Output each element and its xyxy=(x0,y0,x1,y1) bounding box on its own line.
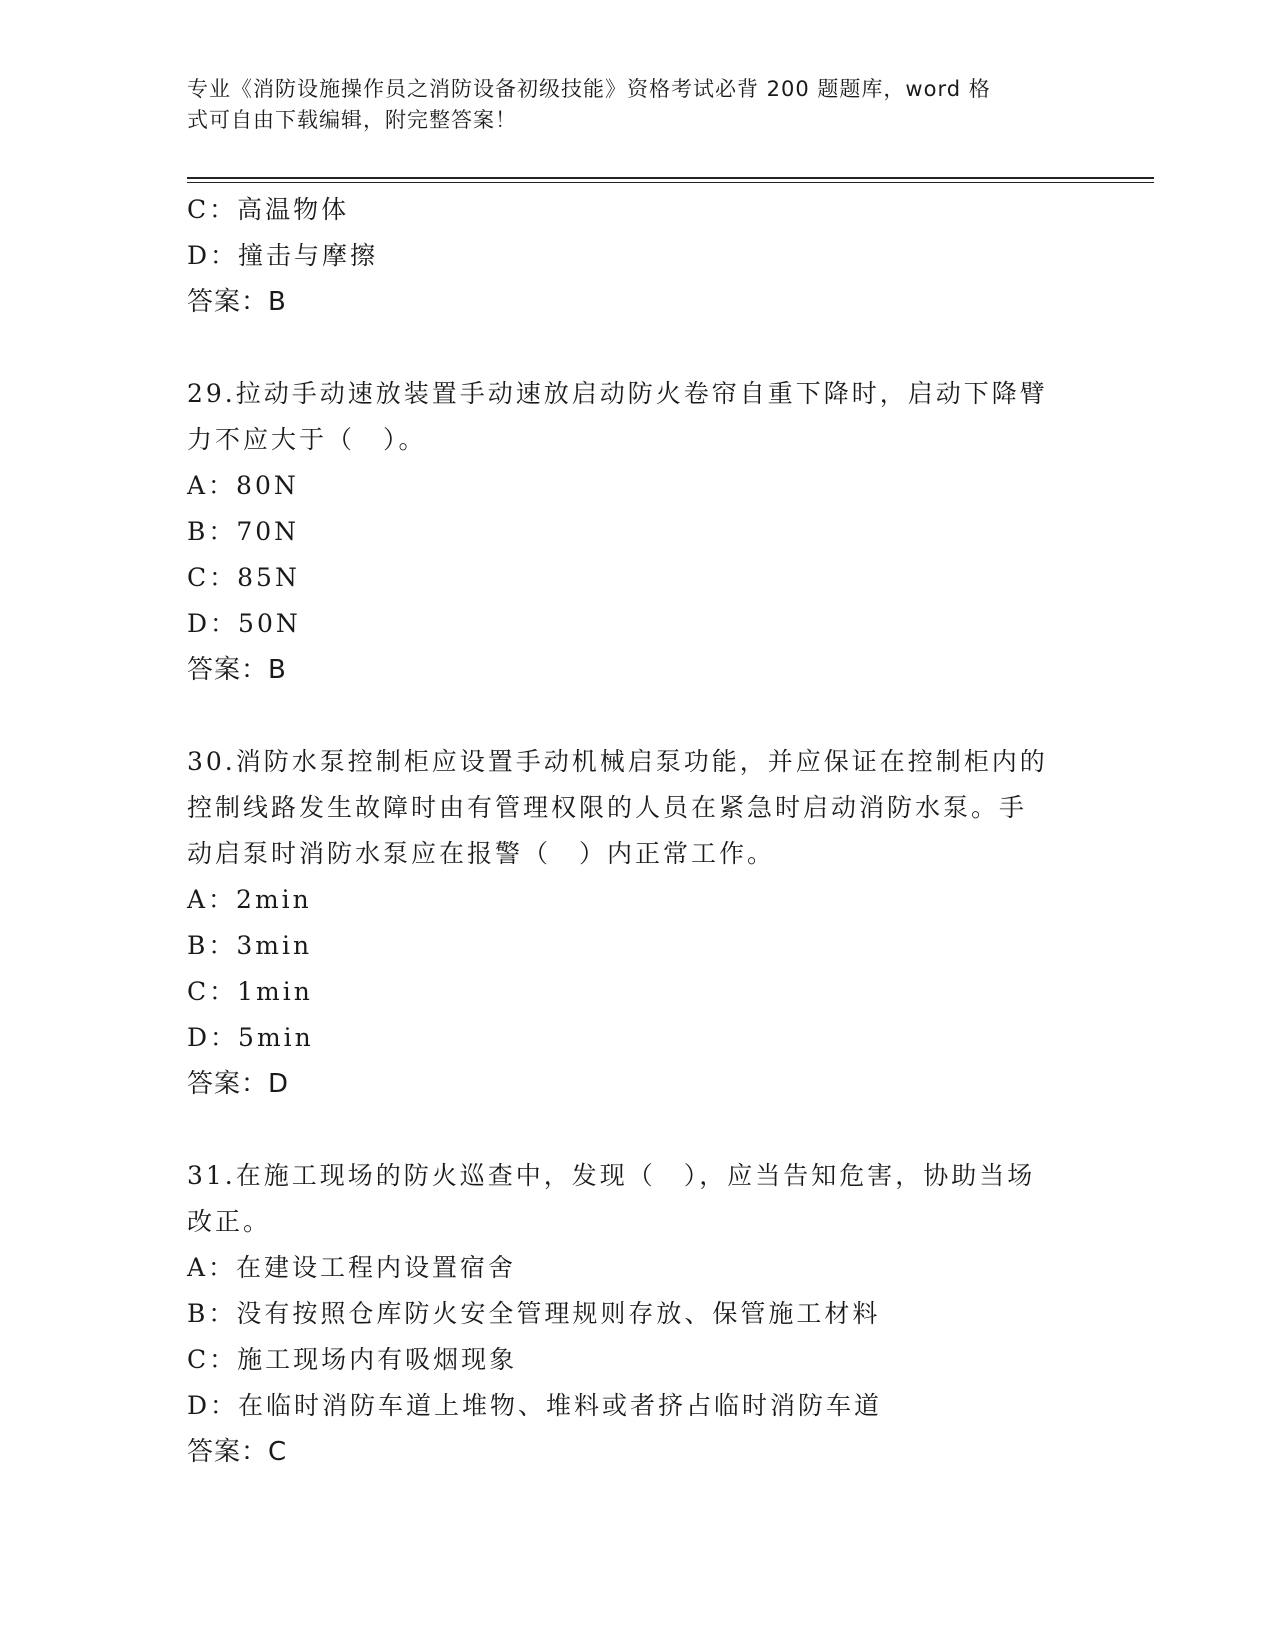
answer-line: 答案：C xyxy=(187,1437,288,1467)
spacer xyxy=(187,1107,1087,1153)
question-stem-line: 30.消防水泵控制柜应设置手动机械启泵功能，并应保证在控制柜内的 xyxy=(187,747,1048,776)
question-28-continuation xyxy=(187,187,1087,325)
question-stem-line: 动启泵时消防水泵应在报警（ ）内正常工作。 xyxy=(187,839,776,868)
question-30 xyxy=(187,739,1087,1107)
answer-line: 答案：B xyxy=(187,655,287,685)
option-a: A：在建设工程内设置宿舍 xyxy=(187,1253,517,1282)
question-stem-line: 控制线路发生故障时由有管理权限的人员在紧急时启动消防水泵。手 xyxy=(187,793,1028,822)
question-stem-line: 改正。 xyxy=(187,1207,272,1236)
answer-line: 答案：B xyxy=(187,287,287,317)
spacer xyxy=(187,693,1087,739)
option-d: D：50N xyxy=(187,609,301,638)
option-c: C：施工现场内有吸烟现象 xyxy=(187,1345,518,1374)
header-divider-thin xyxy=(187,182,1154,183)
question-31 xyxy=(187,1153,1087,1475)
option-b: B：3min xyxy=(187,931,313,960)
header-line-2: 式可自由下载编辑，附完整答案！ xyxy=(187,108,517,132)
option-c: C：1min xyxy=(187,977,313,1006)
option-c: C：高温物体 xyxy=(187,195,350,224)
question-stem-line: 29.拉动手动速放装置手动速放启动防火卷帘自重下降时，启动下降臂 xyxy=(187,379,1048,408)
header-divider-thick xyxy=(187,177,1154,179)
option-d: D：在临时消防车道上堆物、堆料或者挤占临时消防车道 xyxy=(187,1391,883,1420)
header-line-1: 专业《消防设施操作员之消防设备初级技能》资格考试必背 200 题题库，word 格 xyxy=(187,77,991,101)
option-c: C：85N xyxy=(187,563,300,592)
document-header xyxy=(187,74,1067,136)
option-b: B：没有按照仓库防火安全管理规则存放、保管施工材料 xyxy=(187,1299,881,1328)
question-content xyxy=(187,187,1087,1475)
answer-line: 答案：D xyxy=(187,1069,290,1099)
question-stem-line: 31.在施工现场的防火巡查中，发现（ ），应当告知危害，协助当场 xyxy=(187,1161,1036,1190)
option-a: A：80N xyxy=(187,471,299,500)
option-d: D：5min xyxy=(187,1023,314,1052)
question-29 xyxy=(187,371,1087,693)
option-a: A：2min xyxy=(187,885,312,914)
option-d: D：撞击与摩擦 xyxy=(187,241,379,270)
question-stem-line: 力不应大于（ ）。 xyxy=(187,425,427,454)
spacer xyxy=(187,325,1087,371)
option-b: B：70N xyxy=(187,517,300,546)
